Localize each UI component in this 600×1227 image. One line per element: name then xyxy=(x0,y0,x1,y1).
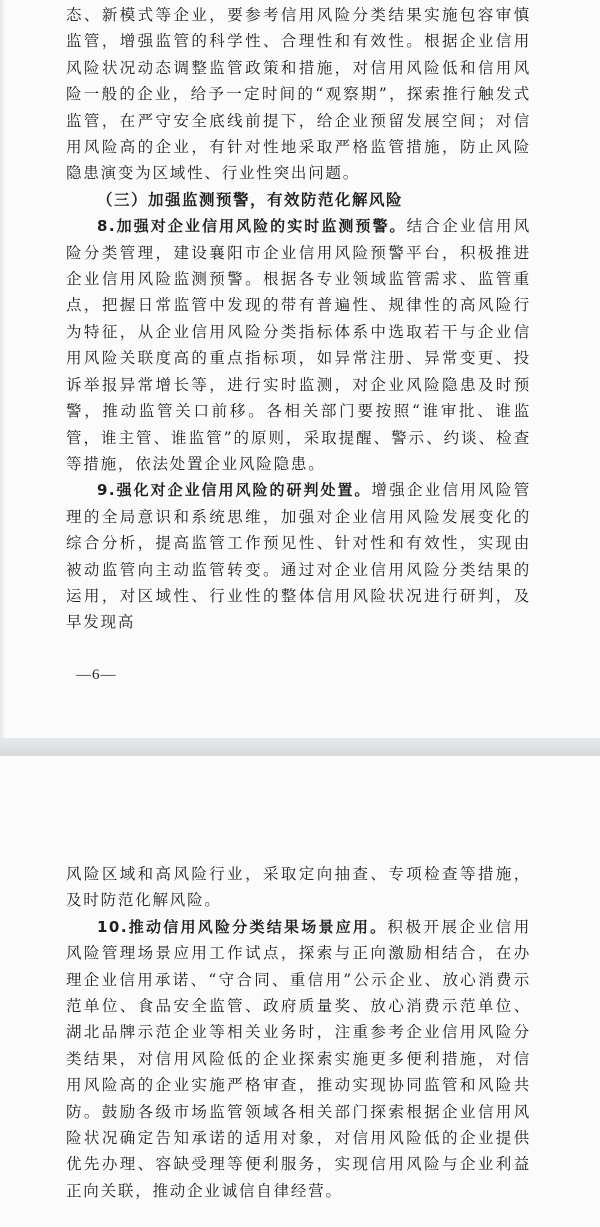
scan-edge-shadow xyxy=(0,0,6,738)
document-page-7 xyxy=(0,756,600,1227)
page-7-body xyxy=(66,861,531,1204)
item-10-lead: 10.推动信用风险分类结果场景应用。 xyxy=(97,917,388,936)
paragraph-continuation: 态、新模式等企业，要参考信用风险分类结果实施包容审慎监管，增强监管的科学性、合理性和有效性。根据企业信用风险状况动态调整监管政策和措施，对信用风险低和信用风险一般的企业，给予一定时间的“观察期”，探索推行触发式监管，在严守安全底线前提下，给企业预留发展空间；对信用风险高的企业，有针对性地采取严格监管措施，防止风险隐患演变为区域性、行业性突出问题。 xyxy=(66,6,531,183)
section-heading: （三）加强监测预警，有效防范化解风险 xyxy=(97,190,404,209)
item-10-body: 积极开展企业信用风险管理场景应用工作试点，探索与正向激励相结合，在办理企业信用承诺、“守合同、重信用”公示企业、放心消费示范单位、食品安全监管、政府质量奖、放心消费示范单位、湖北品牌示范企业等相关业务时，注重参考企业信用风险分类结果，对信用风险低的企业探索实施更多便利措施，对信用风险高的企业实施严格审查，推动实现协同监管和风险共防。鼓励各级市场监管领域各相关部门探索根据企业信用风险状况确定告知承诺的适用对象，对信用风险低的企业提供优先办理、容缺受理等便利服务，实现信用风险与企业利益正向关联，推动企业诚信自律经营。 xyxy=(66,917,532,1200)
item-9-body: 增强企业信用风险管理的全局意识和系统思维，加强对企业信用风险发展变化的综合分析，提高监管工作预见性、针对性和有效性，实现由被动监管向主动监管转变。通过对企业信用风险分类结果的运用，对区域性、行业性的整体信用风险状况进行研判，及早发现高 xyxy=(66,481,532,632)
item-9-lead: 9.强化对企业信用风险的研判处置。 xyxy=(97,481,372,500)
paragraph-item-10 xyxy=(66,914,531,1204)
item-8-body: 结合企业信用风险分类管理，建设襄阳市企业信用风险预警平台，积极推进企业信用风险监测预警。根据各专业领域监管需求、监管重点，把握日常监管中发现的带有普遍性、规律性的高风险行为特征，从企业信用风险分类指标体系中选取若干与企业信用风险关联度高的重点指标项，如异常注册、异常变更、投诉举报异常增长等，进行实时监测，对企业风险隐患及时预警，推动监管关口前移。各相关部门要按照“谁审批、谁监管，谁主管、谁监管”的原则，采取提醒、警示、约谈、检查等措施，依法处置企业风险隐患。 xyxy=(66,217,531,473)
page-6-body xyxy=(66,2,531,636)
paragraph-item-9 xyxy=(66,477,531,635)
page-divider xyxy=(0,738,600,756)
paragraph-continuation-2: 风险区域和高风险行业，采取定向抽查、专项检查等措施，及时防范化解风险。 xyxy=(66,865,531,910)
paragraph-item-8 xyxy=(66,213,531,477)
item-8-lead: 8.加强对企业信用风险的实时监测预警。 xyxy=(97,217,407,236)
page-number: —6— xyxy=(76,667,117,683)
